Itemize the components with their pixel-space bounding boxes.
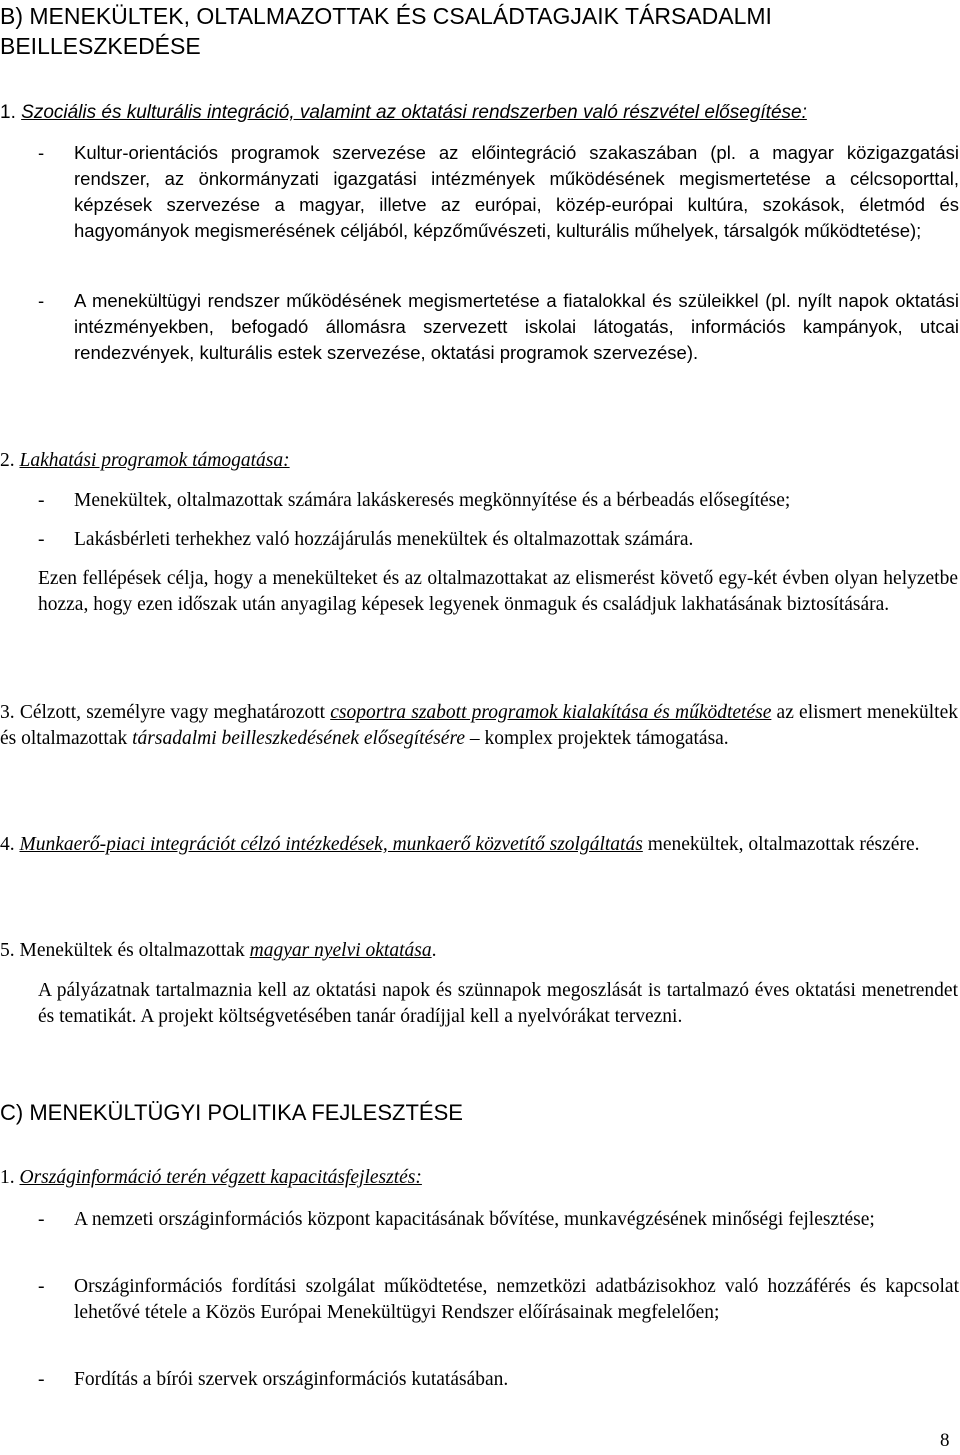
item2-paragraph: Ezen fellépések célja, hogy a menekülteket és az oltalmazottakat az elismerést követő egy-két évben olyan helyzetbe hozza, hogy ezen időszak után anyagilag képesek legyenek önmaguk és családjuk lakhatásának biztosítására. bbox=[38, 568, 958, 615]
item3-number: 3. bbox=[0, 702, 15, 723]
section-c-title: C) MENEKÜLTÜGYI POLITIKA FEJLESZTÉSE bbox=[0, 1100, 463, 1125]
item5-part2: magyar nyelvi oktatása bbox=[249, 940, 432, 961]
item2-heading bbox=[0, 448, 940, 474]
bullet-text: Lakásbérleti terhekhez való hozzájárulás menekültek és oltalmazottak számára. bbox=[74, 529, 694, 550]
bullet-text: Kultur-orientációs programok szervezése az előintegráció szakaszában (pl. a magyar közigazgatási rendszer, az önkormányzati igazgatási intézmények működésének megismertetése a célcsoporttal, képzések szervezése a magyar, illetve az európai, közép-európai kultúra, szokások, életmód és hagyományok megismerésének céljából, képzőművészeti, kulturális műhelyek, társalgók működtetése); bbox=[74, 142, 959, 241]
item3-part5: – komplex projektek támogatása. bbox=[469, 728, 729, 749]
c-item1-heading bbox=[0, 1165, 940, 1191]
section-b-title: B) MENEKÜLTEK, OLTALMAZOTTAK ÉS CSALÁDTAGJAIK TÁRSADALMI BEILLESZKEDÉSE bbox=[0, 3, 772, 59]
item4-part2: menekültek, oltalmazottak részére. bbox=[647, 834, 920, 855]
bullet-text: Menekültek, oltalmazottak számára lakáskeresés megkönnyítése és a bérbeadás elősegítése; bbox=[74, 490, 791, 511]
item4-part1: Munkaerő-piaci integrációt célzó intézkedések, munkaerő közvetítő szolgáltatás bbox=[19, 834, 643, 855]
item3-part1: Célzott, személyre vagy meghatározott bbox=[19, 702, 326, 723]
bullet-text: Fordítás a bírói szervek országinformációs kutatásában. bbox=[74, 1369, 509, 1390]
c-item1-number: 1. bbox=[0, 1167, 15, 1188]
bullet-text: A nemzeti országinformációs központ kapacitásának bővítése, munkavégzésének minőségi fejlesztése; bbox=[74, 1209, 875, 1230]
page-number: 8 bbox=[940, 1430, 950, 1451]
item5-heading bbox=[0, 938, 958, 964]
item5-part3: . bbox=[431, 940, 437, 961]
bullet-dash: - bbox=[38, 490, 45, 511]
item2-number: 2. bbox=[0, 450, 15, 471]
item5-paragraph: A pályázatnak tartalmaznia kell az oktatási napok és szünnapok megoszlását is tartalmazó éves oktatási menetrendet és tematikát. A projekt költségvetésében tanár óradíjjal kell a nyelvórákat tervezni. bbox=[38, 980, 958, 1027]
bullet-dash: - bbox=[38, 1209, 45, 1230]
item4-paragraph bbox=[0, 832, 958, 858]
item3-paragraph bbox=[0, 700, 958, 752]
bullet-dash: - bbox=[38, 529, 45, 550]
item3-part3: az elismert menekültek és oltalmazottak bbox=[0, 702, 959, 749]
bullet-text: Országinformációs fordítási szolgálat működtetése, nemzetközi adatbázisokhoz való hozzáférés és kapcsolat lehetővé tétele a Közös Európai Menekültügyi Rendszer előírásainak megfelelően; bbox=[74, 1276, 959, 1323]
bullet-text: A menekültügyi rendszer működésének megismertetése a fiatalokkal és szüleikkel (pl. nyílt napok oktatási intézményekben, befogadó állomásra szervezett iskolai látogatás, információs kampányok, utcai rendezvények, kulturális estek szervezése, oktatási programok szervezése). bbox=[74, 290, 959, 363]
item4-number: 4. bbox=[0, 834, 15, 855]
bullet-dash: - bbox=[38, 1276, 45, 1297]
bullet-dash: - bbox=[38, 1369, 45, 1390]
item2-title: Lakhatási programok támogatása: bbox=[19, 450, 290, 471]
item1-title: Szociális és kulturális integráció, valamint az oktatási rendszerben való részvétel elősegítése: bbox=[21, 102, 807, 123]
item1-heading bbox=[0, 100, 940, 126]
item3-part2: csoportra szabott programok kialakítása és működtetése bbox=[330, 702, 772, 723]
bullet-dash: - bbox=[38, 142, 45, 163]
item1-number: 1. bbox=[0, 102, 16, 123]
item5-number: 5. bbox=[0, 940, 15, 961]
item5-part1: Menekültek és oltalmazottak bbox=[19, 940, 245, 961]
c-item1-title: Országinformáció terén végzett kapacitásfejlesztés: bbox=[19, 1167, 422, 1188]
item3-part4: társadalmi beilleszkedésének elősegítésére bbox=[132, 728, 465, 749]
bullet-dash: - bbox=[38, 290, 45, 311]
